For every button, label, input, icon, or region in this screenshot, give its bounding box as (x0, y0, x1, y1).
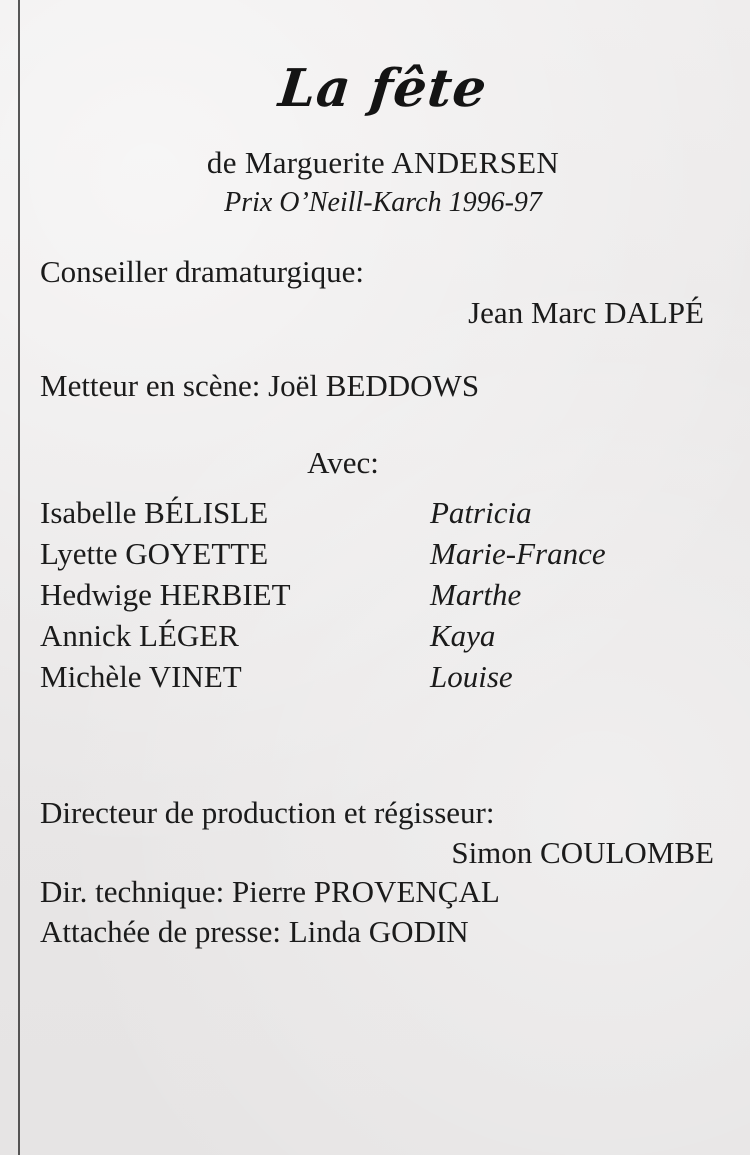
cast-role: Marie-France (430, 536, 606, 572)
cast-row (40, 657, 726, 698)
cast-row (40, 616, 726, 657)
cast-role: Kaya (430, 617, 496, 653)
cast-list (40, 493, 726, 698)
dramaturg-block (40, 253, 726, 333)
page-title: La fête (275, 58, 491, 119)
cast-actor: Isabelle BÉLISLE (40, 495, 269, 531)
dramaturg-name: Jean Marc DALPÉ (468, 294, 704, 330)
cast-role: Louise (430, 658, 513, 694)
technical-line: Dir. technique: Pierre PROVENÇAL (40, 873, 500, 909)
cast-row (40, 534, 726, 575)
dramaturg-label: Conseiller dramaturgique: (40, 254, 364, 289)
program-content (40, 0, 726, 1155)
press-line: Attachée de presse: Linda GODIN (40, 914, 469, 950)
cast-row (40, 575, 726, 616)
page-left-rule (18, 0, 20, 1155)
cast-actor: Annick LÉGER (40, 617, 239, 653)
production-label: Directeur de production et régisseur: (40, 794, 495, 830)
prize-line: Prix O’Neill-Karch 1996-97 (224, 187, 542, 218)
author-line: de Marguerite ANDERSEN (206, 145, 560, 180)
production-name: Simon COULOMBE (451, 834, 714, 870)
director-block (40, 367, 726, 406)
credits-block (40, 794, 726, 952)
cast-heading: Avec: (307, 445, 379, 481)
cast-role: Patricia (430, 495, 532, 531)
cast-row (40, 493, 726, 534)
cast-role: Marthe (430, 577, 522, 613)
cast-actor: Hedwige HERBIET (40, 577, 291, 613)
cast-actor: Michèle VINET (40, 658, 242, 694)
cast-actor: Lyette GOYETTE (40, 536, 269, 572)
director-line: Metteur en scène: Joël BEDDOWS (40, 367, 480, 403)
